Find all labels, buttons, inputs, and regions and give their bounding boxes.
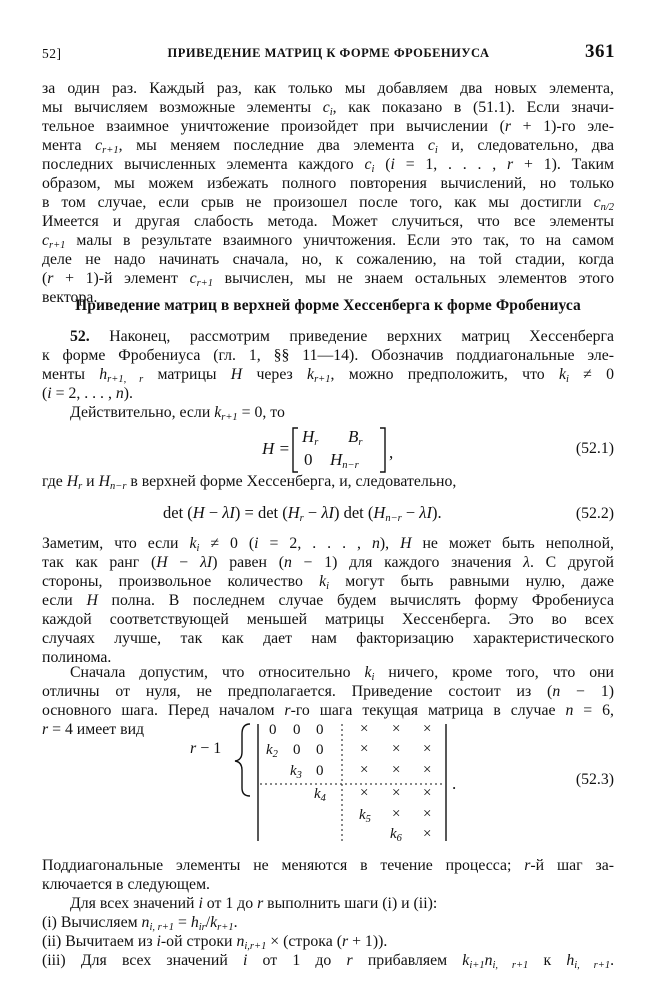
matrix-cross: ×	[423, 721, 432, 737]
text-line: основного шага. Перед началом r-го шага текущая матрица в случае n = 6,	[42, 702, 614, 719]
text-line: за один раз. Каждый раз, как только мы добавляем два новых элемента,	[42, 80, 614, 97]
text-line: $c_{r+1}$ малы в результате взаимного уничтожения. Если это так, то на самом	[42, 232, 614, 251]
matrix-entry-br: $B_r$	[348, 427, 363, 448]
text-line: Сначала допустим, что относительно $k_i$ ничего, кроме того, что они	[70, 664, 614, 683]
text-line: Поддиагональные элементы не меняются в течение процесса; r-й шаг за-	[42, 857, 614, 874]
matrix-cross: ×	[360, 741, 369, 757]
matrix-k2: $k_2$	[266, 742, 278, 760]
text-line: 52. Наконец, рассмотрим приведение верхних матриц Хессенберга	[70, 328, 614, 345]
matrix-cross: ×	[360, 762, 369, 778]
text-line: где $H_r$ и $H_{n-r}$ в верхней форме Хессенберга, и, следовательно,	[42, 473, 457, 492]
text-line: деле не надо начинать сначала, но, к сожалению, на той стадии, когда	[42, 251, 614, 268]
paragraph-5	[42, 534, 614, 667]
matrix-cross: ×	[392, 762, 401, 778]
paragraph-3	[42, 403, 614, 422]
matrix-cross: ×	[392, 806, 401, 822]
matrix-cross: ×	[423, 741, 432, 757]
text-line: Имеется и другая слабость метода. Может случиться, что все элементы	[42, 213, 614, 230]
equation-number-52-2: (52.2)	[575, 505, 614, 522]
step-2: (ii) Вычитаем из i-ой строки $n_{i,r+1}$ × (строка (r + 1)).	[42, 933, 388, 952]
matrix-cross: ×	[360, 785, 369, 801]
equation-52-2: $\det (H - \lambda I) = \det (H_r - \lambda I)$ $\det (H_{n-r} - \lambda I)$.	[163, 503, 442, 524]
matrix-cross: ×	[360, 721, 369, 737]
text-line: Заметим, что если $k_i \ne 0$ (i = 2, . . . , n), H не может быть неполной,	[42, 535, 614, 554]
eq-comma: ,	[389, 443, 394, 462]
equation-number-52-3: (52.3)	[575, 771, 614, 788]
matrix-cross: ×	[392, 741, 401, 757]
matrix-cross: ×	[423, 806, 432, 822]
matrix-zero: 0	[269, 722, 277, 738]
matrix-k3: $k_3$	[290, 763, 302, 781]
matrix-cross: ×	[423, 826, 432, 842]
steps-list	[42, 894, 614, 970]
matrix-entry-hnr: $H_{n-r}$	[330, 450, 359, 471]
equation-number-52-1: (52.1)	[575, 440, 614, 457]
matrix-k4: $k_4$	[314, 786, 326, 804]
text-line: каждой соответствующей меньшей матрицы Хессенберга. Это во всех	[42, 611, 614, 628]
equation-52-3	[190, 720, 480, 845]
text-line: если H полна. В последнем случае будем вычислять форму Фробениуса	[42, 592, 615, 609]
text-line: (r + 1)-й элемент $c_{r+1}$ вычислен, мы не знаем остальных элементов этого	[42, 270, 614, 289]
text-line: к форме Фробениуса (гл. 1, §§ 11—14). Обозначив поддиагональные эле-	[42, 347, 614, 364]
matrix-cross: ×	[423, 762, 432, 778]
text-line: Действительно, если $k_{r+1} = 0$, то	[70, 404, 285, 423]
text-line: мента $c_{r+1}$, мы меняем последние два элемента $c_i$ и, следовательно, два	[42, 137, 614, 156]
step-1: (i) Вычисляем $n_{i, r+1} = h_{ir}/k_{r+1}$.	[42, 914, 238, 933]
running-title: ПРИВЕДЕНИЕ МАТРИЦ К ФОРМЕ ФРОБЕНИУСА	[167, 46, 490, 60]
matrix-k6: $k_6$	[390, 826, 402, 844]
text-line: образом, мы можем избежать полного повторения вычислений, но только	[42, 175, 614, 192]
matrix-cross: ×	[423, 785, 432, 801]
text-line: отличны от нуля, не предполагается. Приведение состоит из (n − 1)	[42, 683, 614, 700]
step-3: (iii) Для всех значений i от 1 до r прибавляем $k_{i+1}n_{i, r+1}$ к $h_{i, r+1}$.	[42, 952, 615, 971]
equation-52-1	[262, 425, 432, 475]
text-line: случаях лучше, так как дает нам факторизацию характеристического	[42, 630, 614, 647]
text-line: последних вычисленных элемента каждого $c_i$ (i = 1, . . . , r + 1). Таким	[42, 156, 615, 175]
text-line: так как ранг (H − λI) равен (n − 1) для каждого значения λ. С другой	[42, 554, 614, 571]
paragraph-2	[42, 327, 614, 403]
text-line: полинома.	[42, 649, 112, 666]
text-line: r = 4 имеет вид	[42, 721, 145, 738]
text-line: в том случае, если срыв не произошел после того, как мы достигли $c_{n/2}$	[42, 194, 614, 213]
matrix-cross: ×	[392, 785, 401, 801]
paragraph-1	[42, 79, 614, 307]
eq-lhs: H =	[262, 439, 290, 458]
matrix-entry-hr: $H_r$	[302, 427, 319, 448]
text-line: вектора.	[42, 289, 98, 306]
text-line: менты $h_{r+1, r}$ матрицы H через $k_{r+1}$, можно предположить, что $k_i \ne 0$	[42, 366, 615, 385]
text-line: стороны, произвольное количество $k_i$ могут быть равными нулю, даже	[42, 573, 614, 592]
matrix-entry-zero: 0	[304, 450, 313, 469]
paragraph-7	[42, 856, 614, 894]
row-brace-label: r − 1	[190, 740, 222, 757]
matrix-zero: 0	[316, 742, 324, 758]
matrix-period: .	[452, 774, 457, 793]
section-heading: Приведение матриц в верхней форме Хессенберга к форме Фробениуса	[75, 297, 581, 314]
text-line: мы вычисляем возможные элементы $c_i$, как показано в (51.1). Если значи-	[42, 99, 614, 118]
text-line: тельное взаимное уничтожение произойдет при вычислении (r + 1)-го эле-	[42, 118, 614, 135]
step-intro: Для всех значений i от 1 до r выполнить шаги (i) и (ii):	[70, 895, 438, 912]
matrix-zero: 0	[316, 722, 324, 738]
section-marker: 52]	[42, 46, 62, 61]
matrix-cross: ×	[392, 721, 401, 737]
page-number: 361	[585, 41, 615, 62]
text-line: (i = 2, . . . , n).	[42, 385, 133, 402]
text-line: ключается в следующем.	[42, 876, 211, 893]
matrix-zero: 0	[293, 742, 301, 758]
matrix-k5: $k_5$	[359, 807, 371, 825]
running-header	[42, 41, 615, 64]
matrix-zero: 0	[293, 722, 301, 738]
paragraph-4	[42, 472, 614, 491]
matrix-decorations	[190, 720, 480, 845]
matrix-zero: 0	[316, 763, 324, 779]
